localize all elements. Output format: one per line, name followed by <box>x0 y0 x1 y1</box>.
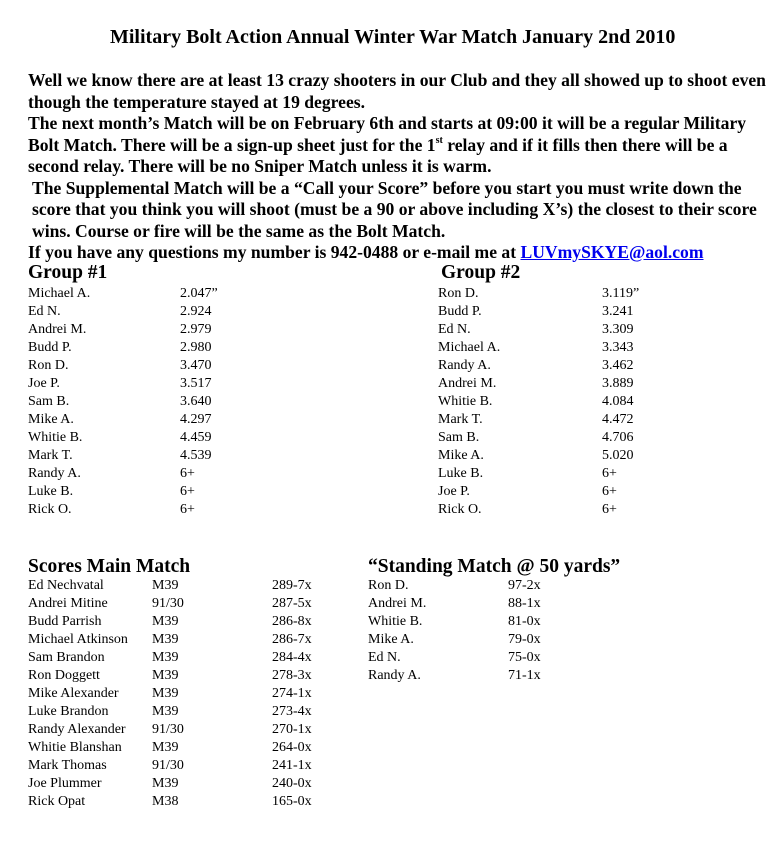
standing-match-shooter-name: Andrei M. <box>368 596 427 611</box>
main-match-rifle: 91/30 <box>152 596 184 611</box>
group1-table <box>28 285 278 519</box>
main-match-score: 287-5x <box>272 596 312 611</box>
group2-shooter-name: Sam B. <box>438 430 480 445</box>
main-match-shooter-name: Mark Thomas <box>28 758 107 773</box>
main-match-score: 289-7x <box>272 578 312 593</box>
group1-shooter-name: Rick O. <box>28 502 72 517</box>
group2-row <box>438 357 688 375</box>
main-match-rifle: M39 <box>152 668 179 683</box>
main-match-shooter-name: Ron Doggett <box>28 668 100 683</box>
main-match-shooter-name: Joe Plummer <box>28 776 102 791</box>
group2-group-size: 3.462 <box>602 358 634 373</box>
group1-group-size: 4.459 <box>180 430 212 445</box>
main-match-score: 165-0x <box>272 794 312 809</box>
group2-row <box>438 447 688 465</box>
group2-group-size: 4.706 <box>602 430 634 445</box>
main-match-rifle: M39 <box>152 578 179 593</box>
main-match-score: 286-8x <box>272 614 312 629</box>
standing-match-shooter-name: Ed N. <box>368 650 401 665</box>
group1-row <box>28 483 278 501</box>
group2-shooter-name: Mark T. <box>438 412 483 427</box>
next-match-text: The next month’s Match will be on February 6th and starts at 09:00 it will be a regular Military Bolt Match. There will be a sign-up sheet just for the 1 <box>28 113 747 155</box>
group1-shooter-name: Michael A. <box>28 286 91 301</box>
group1-row <box>28 393 278 411</box>
main-match-shooter-name: Whitie Blanshan <box>28 740 122 755</box>
group2-row <box>438 321 688 339</box>
page-title: Military Bolt Action Annual Winter War Match January 2nd 2010 <box>110 26 676 48</box>
main-match-row <box>28 775 348 793</box>
ordinal-suffix: st <box>435 134 443 146</box>
main-match-row <box>28 649 348 667</box>
standing-match-score: 97-2x <box>508 578 541 593</box>
standing-match-shooter-name: Mike A. <box>368 632 414 647</box>
group2-row <box>438 393 688 411</box>
group2-group-size: 6+ <box>602 502 617 517</box>
group1-shooter-name: Mike A. <box>28 412 74 427</box>
main-match-score: 284-4x <box>272 650 312 665</box>
group1-shooter-name: Ed N. <box>28 304 61 319</box>
main-match-rifle: 91/30 <box>152 758 184 773</box>
group1-group-size: 6+ <box>180 502 195 517</box>
group2-row <box>438 501 688 519</box>
group1-shooter-name: Mark T. <box>28 448 73 463</box>
group2-shooter-name: Ed N. <box>438 322 471 337</box>
group1-row <box>28 285 278 303</box>
standing-match-shooter-name: Ron D. <box>368 578 409 593</box>
standing-match-score: 75-0x <box>508 650 541 665</box>
group1-group-size: 2.047” <box>180 286 218 301</box>
group2-row <box>438 285 688 303</box>
group2-title: Group #2 <box>441 262 521 283</box>
group1-shooter-name: Sam B. <box>28 394 70 409</box>
group2-group-size: 3.309 <box>602 322 634 337</box>
email-link[interactable]: LUVmySKYE@aol.com <box>520 242 704 262</box>
group1-group-size: 2.979 <box>180 322 212 337</box>
group2-group-size: 3.889 <box>602 376 634 391</box>
main-match-row <box>28 703 348 721</box>
main-match-row <box>28 667 348 685</box>
standing-match-row <box>368 667 588 685</box>
standing-match-table <box>368 577 588 685</box>
group1-shooter-name: Randy A. <box>28 466 81 481</box>
group2-shooter-name: Luke B. <box>438 466 484 481</box>
main-match-row <box>28 793 348 811</box>
group1-row <box>28 375 278 393</box>
group2-group-size: 6+ <box>602 466 617 481</box>
group1-row <box>28 321 278 339</box>
group1-group-size: 6+ <box>180 466 195 481</box>
group2-group-size: 4.472 <box>602 412 634 427</box>
group2-shooter-name: Mike A. <box>438 448 484 463</box>
main-match-score: 274-1x <box>272 686 312 701</box>
group2-group-size: 4.084 <box>602 394 634 409</box>
group1-row <box>28 411 278 429</box>
intro-paragraph-supplemental: The Supplemental Match will be a “Call your Score” before you start you must write down the score that you think you will shoot (must be a 90 or above including X’s) the closest to their score wins. Course or fire will be the same as the Bolt Match. <box>32 177 757 241</box>
group1-shooter-name: Ron D. <box>28 358 69 373</box>
standing-match-score: 79-0x <box>508 632 541 647</box>
standing-match-row <box>368 613 588 631</box>
group1-group-size: 4.297 <box>180 412 212 427</box>
main-match-row <box>28 685 348 703</box>
main-match-score: 270-1x <box>272 722 312 737</box>
group1-shooter-name: Luke B. <box>28 484 74 499</box>
group2-group-size: 6+ <box>602 484 617 499</box>
group1-shooter-name: Budd P. <box>28 340 72 355</box>
main-match-shooter-name: Sam Brandon <box>28 650 105 665</box>
main-match-rifle: M39 <box>152 740 179 755</box>
main-match-rifle: M39 <box>152 776 179 791</box>
main-match-shooter-name: Andrei Mitine <box>28 596 108 611</box>
group1-row <box>28 465 278 483</box>
standing-match-row <box>368 577 588 595</box>
main-match-rifle: M39 <box>152 632 179 647</box>
main-match-row <box>28 595 348 613</box>
main-match-row <box>28 739 348 757</box>
group2-group-size: 3.119” <box>602 286 640 301</box>
standing-match-shooter-name: Randy A. <box>368 668 421 683</box>
group1-group-size: 3.470 <box>180 358 212 373</box>
group1-row <box>28 429 278 447</box>
main-match-shooter-name: Ed Nechvatal <box>28 578 104 593</box>
main-match-score: 240-0x <box>272 776 312 791</box>
group1-row <box>28 501 278 519</box>
main-match-table <box>28 577 348 811</box>
main-match-shooter-name: Budd Parrish <box>28 614 102 629</box>
group2-shooter-name: Rick O. <box>438 502 482 517</box>
next-match-text-continued: relay and if it fills then there will be a second relay. There will be no Sniper Match unless it is warm. <box>28 134 728 176</box>
intro-paragraph-turnout: Well we know there are at least 13 crazy shooters in our Club and they all showed up to shoot even though the temperature stayed at 19 degrees. <box>28 70 766 112</box>
main-match-shooter-name: Rick Opat <box>28 794 86 809</box>
group1-row <box>28 357 278 375</box>
main-match-score: 273-4x <box>272 704 312 719</box>
group1-row <box>28 303 278 321</box>
main-match-rifle: M39 <box>152 650 179 665</box>
main-match-score: 278-3x <box>272 668 312 683</box>
group1-group-size: 3.517 <box>180 376 212 391</box>
standing-match-row <box>368 631 588 649</box>
main-match-rifle: M39 <box>152 614 179 629</box>
group2-shooter-name: Joe P. <box>438 484 470 499</box>
main-match-shooter-name: Michael Atkinson <box>28 632 128 647</box>
main-match-row <box>28 613 348 631</box>
group1-shooter-name: Joe P. <box>28 376 60 391</box>
group1-group-size: 4.539 <box>180 448 212 463</box>
group1-group-size: 3.640 <box>180 394 212 409</box>
group2-row <box>438 483 688 501</box>
standing-match-score: 81-0x <box>508 614 541 629</box>
main-match-rifle: M39 <box>152 686 179 701</box>
group1-title: Group #1 <box>28 262 108 283</box>
group1-group-size: 2.924 <box>180 304 212 319</box>
group2-shooter-name: Whitie B. <box>438 394 493 409</box>
main-match-shooter-name: Mike Alexander <box>28 686 119 701</box>
group2-group-size: 3.343 <box>602 340 634 355</box>
standing-match-row <box>368 595 588 613</box>
main-match-row <box>28 757 348 775</box>
group2-shooter-name: Ron D. <box>438 286 479 301</box>
group1-row <box>28 339 278 357</box>
intro-paragraph-next-match <box>28 113 776 178</box>
group2-group-size: 5.020 <box>602 448 634 463</box>
standing-match-row <box>368 649 588 667</box>
standing-match-score: 71-1x <box>508 668 541 683</box>
main-match-shooter-name: Randy Alexander <box>28 722 126 737</box>
standing-match-score: 88-1x <box>508 596 541 611</box>
group2-row <box>438 465 688 483</box>
main-match-rifle: M39 <box>152 704 179 719</box>
group2-shooter-name: Randy A. <box>438 358 491 373</box>
standing-match-title: “Standing Match @ 50 yards” <box>368 556 621 577</box>
group2-shooter-name: Michael A. <box>438 340 501 355</box>
group2-group-size: 3.241 <box>602 304 634 319</box>
main-match-rifle: 91/30 <box>152 722 184 737</box>
group2-row <box>438 429 688 447</box>
group1-row <box>28 447 278 465</box>
main-match-title: Scores Main Match <box>28 556 191 577</box>
group1-group-size: 2.980 <box>180 340 212 355</box>
main-match-row <box>28 577 348 595</box>
main-match-score: 286-7x <box>272 632 312 647</box>
standing-match-shooter-name: Whitie B. <box>368 614 423 629</box>
main-match-score: 264-0x <box>272 740 312 755</box>
group2-shooter-name: Andrei M. <box>438 376 497 391</box>
group2-table <box>438 285 688 519</box>
intro-paragraph-contact <box>28 242 776 264</box>
group1-group-size: 6+ <box>180 484 195 499</box>
group1-shooter-name: Andrei M. <box>28 322 87 337</box>
group2-row <box>438 411 688 429</box>
intro-text <box>28 70 776 264</box>
main-match-score: 241-1x <box>272 758 312 773</box>
main-match-row <box>28 631 348 649</box>
main-match-rifle: M38 <box>152 794 179 809</box>
main-match-row <box>28 721 348 739</box>
group1-shooter-name: Whitie B. <box>28 430 83 445</box>
group2-row <box>438 375 688 393</box>
group2-row <box>438 339 688 357</box>
group2-row <box>438 303 688 321</box>
contact-text: If you have any questions my number is 942-0488 or e-mail me at <box>28 242 521 262</box>
main-match-shooter-name: Luke Brandon <box>28 704 109 719</box>
group2-shooter-name: Budd P. <box>438 304 482 319</box>
